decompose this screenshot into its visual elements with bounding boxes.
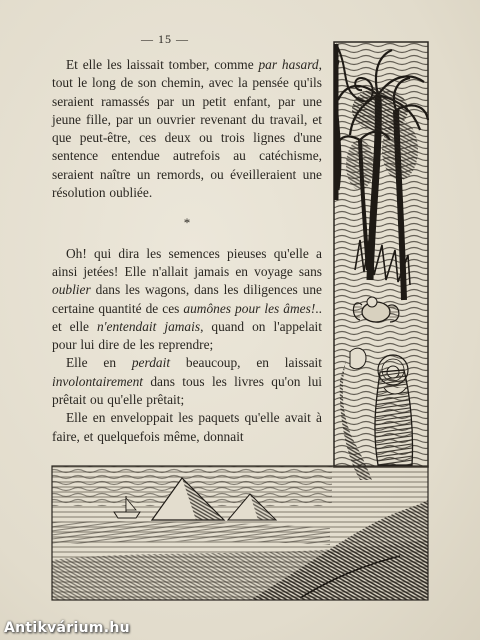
- section-separator: *: [183, 215, 191, 231]
- paragraph-1: [52, 56, 322, 202]
- p2-italic-a: oublier: [52, 282, 91, 298]
- p3-text-c: dans tous les livres qu'on lui prêtait ou qu'elle prêtait;: [52, 373, 322, 408]
- pyramid-small: [228, 494, 276, 520]
- paragraph-4: [52, 409, 322, 446]
- p4-text-a: Elle en enveloppait les paquets qu'elle avait à faire, et quelquefois même, donnait: [52, 410, 322, 444]
- illustration-bottom-band: [52, 466, 428, 600]
- p2-italic-c: n'entendait jamais: [96, 318, 201, 334]
- p1-text-a: Et elle les laissait tomber, comme: [66, 57, 259, 72]
- paragraph-2: [52, 245, 322, 355]
- p1-italic-a: par hasard: [258, 57, 319, 72]
- pyramid-large: [152, 478, 224, 520]
- p3-text-b: beaucoup, en laissait: [170, 355, 322, 371]
- paragraph-3: [52, 354, 322, 409]
- p3-text-a: Elle en: [66, 355, 132, 371]
- p2-text-a: Oh! qui dira les semences pieuses qu'elle a ainsi jetées! Elle n'allait jamais en voyage sans: [52, 245, 322, 279]
- illustration-right-column: [334, 42, 428, 480]
- watermark-text: Antikvárium.hu: [4, 620, 130, 636]
- madonna-figure: [375, 355, 413, 465]
- p2-text-b: dans les wagons, dans les diligences une certaine quantité de ces: [52, 282, 322, 316]
- boat: [114, 512, 140, 518]
- p2-text-c: .. et elle: [52, 300, 322, 334]
- p3-italic-a: perdait: [131, 355, 171, 371]
- p2-italic-b: aumônes pour les âmes!: [183, 300, 316, 316]
- p2-text-d: , quand on l'appelait pour lui dire de les reprendre;: [52, 318, 322, 353]
- angel-figure: [353, 297, 398, 322]
- p1-text-b: , tout le long de son chemin, avec la pensée qu'ils seraient ramassés par un petit enfant, par une jeune fille, par un ouvrier revenant du travail, et que peut-être, ces deux ou trois lignes d'une sentence entendue autrefois au catéchisme, seraient naître un remords, ou éveilleraient une résolution oubliée.: [52, 57, 322, 201]
- body-text: [52, 56, 322, 446]
- p3-italic-b: involontairement: [52, 373, 143, 389]
- page-number: — 15 —: [141, 32, 189, 46]
